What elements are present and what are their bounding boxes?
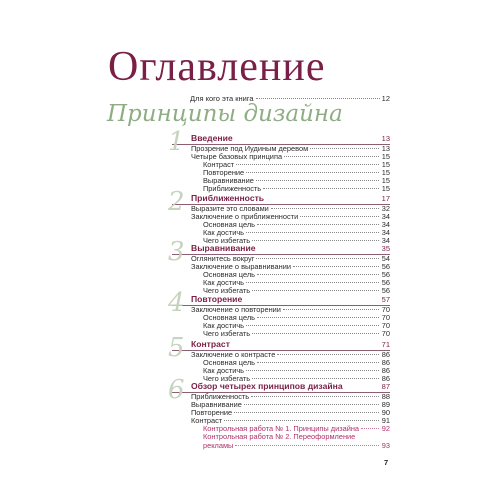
leader-dots bbox=[277, 354, 379, 355]
entry-page: 32 bbox=[381, 204, 390, 213]
entry-label: Заключение о выравнивании bbox=[191, 262, 291, 272]
leader-dots bbox=[263, 188, 379, 189]
entry-page: 12 bbox=[381, 94, 390, 103]
entry-label: Как достичь bbox=[203, 366, 245, 376]
entry-page: 15 bbox=[381, 176, 390, 186]
chapter-numeral: 4 bbox=[168, 288, 185, 318]
entry-page: 34 bbox=[381, 212, 390, 222]
leader-dots bbox=[246, 325, 379, 326]
entry-label: Выразите это словами bbox=[191, 204, 269, 213]
entry-page: 86 bbox=[381, 366, 390, 376]
entry-page: 15 bbox=[381, 184, 390, 194]
toc-entry-continued[interactable] bbox=[172, 442, 390, 450]
chapter-numeral: 2 bbox=[168, 187, 185, 217]
entry-page: 13 bbox=[381, 144, 390, 153]
leader-dots bbox=[246, 172, 379, 173]
entry-page: 86 bbox=[381, 358, 390, 368]
entry-label: Как достичь bbox=[203, 278, 245, 288]
leader-dots bbox=[252, 240, 379, 241]
chapter-title: Контраст bbox=[191, 339, 230, 349]
entry-page: 86 bbox=[381, 374, 390, 384]
leader-dots bbox=[252, 290, 379, 291]
entry-label: Чего избегать bbox=[203, 236, 251, 246]
entry-page: 70 bbox=[381, 313, 390, 323]
entry-page: 34 bbox=[381, 220, 390, 230]
leader-dots bbox=[310, 148, 379, 149]
leader-dots bbox=[236, 164, 379, 165]
part-title: Принципы дизайна bbox=[107, 101, 343, 127]
leader-dots bbox=[256, 98, 380, 99]
entry-page: 70 bbox=[381, 329, 390, 339]
entry-label: Чего избегать bbox=[203, 374, 251, 384]
chapter-numeral: 5 bbox=[168, 333, 185, 363]
chapter-title: Повторение bbox=[191, 294, 243, 304]
leader-dots bbox=[283, 309, 379, 310]
entry-label: Чего избегать bbox=[203, 286, 251, 296]
entry-page: 70 bbox=[381, 321, 390, 331]
leader-dots bbox=[257, 224, 379, 225]
entry-label: Четыре базовых принципа bbox=[191, 152, 283, 162]
entry-page: 56 bbox=[381, 262, 390, 272]
entry-label: Чего избегать bbox=[203, 329, 251, 339]
chapter-page: 13 bbox=[381, 134, 390, 143]
entry-label: Основная цель bbox=[203, 313, 255, 323]
entry-label: Контраст bbox=[191, 416, 223, 426]
toc-entry[interactable] bbox=[172, 330, 390, 338]
entry-label: Заключение о приближенности bbox=[191, 212, 299, 222]
entry-label: Основная цель bbox=[203, 270, 255, 280]
leader-dots bbox=[271, 208, 379, 209]
leader-dots bbox=[246, 232, 379, 233]
entry-label: Повторение bbox=[191, 408, 233, 418]
entry-page: 15 bbox=[381, 168, 390, 178]
entry-label: Как достичь bbox=[203, 228, 245, 238]
leader-dots bbox=[300, 216, 379, 217]
leader-dots bbox=[244, 404, 379, 405]
entry-page: 56 bbox=[381, 270, 390, 280]
entry-label: Для кого эта книга bbox=[190, 94, 254, 103]
entry-page: 89 bbox=[381, 400, 390, 410]
leader-dots bbox=[235, 445, 379, 446]
entry-label: Основная цель bbox=[203, 220, 255, 230]
leader-dots bbox=[257, 362, 379, 363]
leader-dots bbox=[257, 274, 379, 275]
entry-label: Заключение о повторении bbox=[191, 305, 281, 314]
entry-label: рекламы bbox=[203, 440, 234, 450]
entry-label: Контрольная работа № 1. Принципы дизайна bbox=[203, 424, 360, 434]
entry-label: Приближенность bbox=[203, 184, 262, 194]
leader-dots bbox=[293, 266, 379, 267]
leader-dots bbox=[256, 258, 379, 259]
leader-dots bbox=[246, 282, 379, 283]
chapter-title: Приближенность bbox=[191, 193, 265, 203]
entry-page: 92 bbox=[381, 424, 390, 434]
entry-label: Заключение о контрасте bbox=[191, 350, 276, 359]
entry-label: Как достичь bbox=[203, 321, 245, 331]
chapter-numeral: 3 bbox=[168, 237, 185, 267]
page-number: 7 bbox=[384, 458, 389, 467]
entry-label: Выравнивание bbox=[203, 176, 254, 186]
entry-label: Приближенность bbox=[191, 392, 250, 401]
page-title: Оглавление bbox=[108, 44, 326, 90]
chapter-page: 35 bbox=[381, 244, 390, 253]
entry-page: 56 bbox=[381, 278, 390, 288]
leader-dots bbox=[256, 180, 379, 181]
chapter-block bbox=[168, 127, 390, 194]
entry-page: 56 bbox=[381, 286, 390, 296]
leader-dots bbox=[224, 420, 379, 421]
chapter-numeral: 6 bbox=[168, 375, 185, 405]
entry-label: Контрольная работа № 2. Переоформление bbox=[203, 432, 356, 442]
entry-label: Прозрение под Иудиным деревом bbox=[191, 144, 309, 153]
entry-page: 54 bbox=[381, 254, 390, 263]
chapter-page: 17 bbox=[381, 194, 390, 203]
leader-dots bbox=[252, 333, 379, 334]
entry-page: 86 bbox=[381, 350, 390, 359]
entry-page: 93 bbox=[381, 440, 390, 450]
leader-dots bbox=[361, 428, 379, 429]
entry-page: 34 bbox=[381, 236, 390, 246]
entry-label: Основная цель bbox=[203, 358, 255, 368]
leader-dots bbox=[257, 317, 379, 318]
leader-dots bbox=[234, 412, 379, 413]
leader-dots bbox=[251, 396, 379, 397]
chapter-page: 87 bbox=[381, 382, 390, 391]
chapter-title: Введение bbox=[191, 133, 233, 143]
entry-label: Выравнивание bbox=[191, 400, 242, 410]
leader-dots bbox=[246, 370, 379, 371]
entry-page: 70 bbox=[381, 305, 390, 314]
entry-page: 34 bbox=[381, 228, 390, 238]
chapter-page: 71 bbox=[381, 340, 390, 349]
chapter-numeral: 1 bbox=[168, 127, 185, 157]
entry-label: Повторение bbox=[203, 168, 245, 178]
entry-page: 90 bbox=[381, 408, 390, 418]
entry-page: 88 bbox=[381, 392, 390, 401]
entry-page: 15 bbox=[381, 152, 390, 162]
entry-label: Оглянитесь вокруг bbox=[191, 254, 255, 263]
chapter-page: 57 bbox=[381, 295, 390, 304]
leader-dots bbox=[252, 378, 379, 379]
leader-dots bbox=[284, 156, 379, 157]
entry-label: Контраст bbox=[203, 160, 235, 170]
chapter-title: Выравнивание bbox=[191, 243, 256, 253]
chapter-title: Обзор четырех принципов дизайна bbox=[191, 381, 343, 391]
entry-page: 91 bbox=[381, 416, 390, 426]
entry-page: 15 bbox=[381, 160, 390, 170]
